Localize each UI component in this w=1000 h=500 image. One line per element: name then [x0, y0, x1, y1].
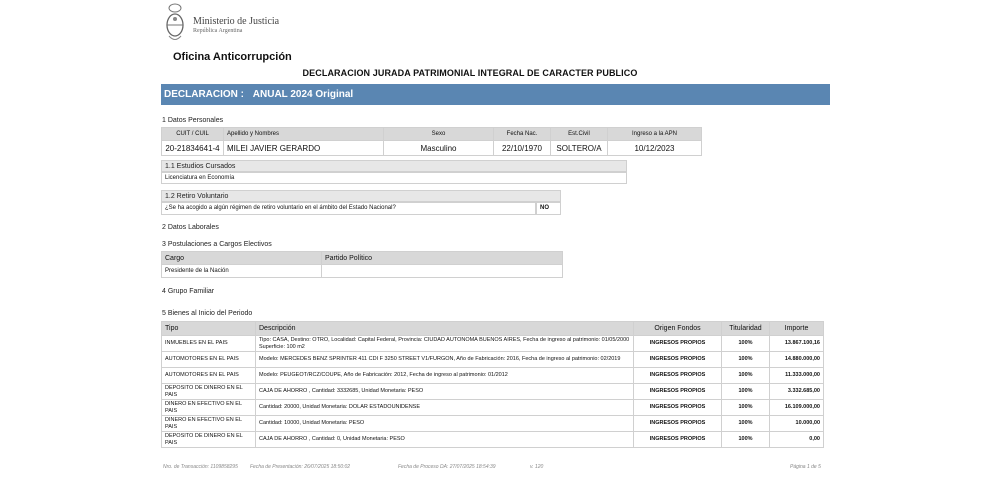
- asset-description-cell: Cantidad: 20000, Unidad Monetaria: DOLAR ESTADOUNIDENSE: [256, 400, 634, 416]
- table-row: [162, 368, 824, 384]
- asset-type-cell: INMUEBLES EN EL PAIS: [162, 336, 256, 352]
- column-header: Descripción: [256, 322, 634, 336]
- table-header-row: [162, 322, 824, 336]
- asset-type-cell: DEPOSITO DE DINERO EN EL PAIS: [162, 384, 256, 400]
- personal-data-table: [161, 127, 702, 156]
- sex-cell: Masculino: [384, 141, 494, 156]
- asset-origin-cell: INGRESOS PROPIOS: [634, 432, 722, 448]
- column-header: Ingreso a la APN: [608, 128, 702, 141]
- section-family-title: 4 Grupo Familiar: [162, 288, 215, 295]
- party-cell: [322, 265, 563, 278]
- version-label: v. 120: [530, 464, 544, 470]
- declaration-label: DECLARACION :: [164, 89, 244, 100]
- asset-type-cell: DINERO EN EFECTIVO EN EL PAIS: [162, 400, 256, 416]
- civil-status-cell: SOLTERO/A: [551, 141, 608, 156]
- table-header-row: [162, 252, 563, 265]
- asset-origin-cell: INGRESOS PROPIOS: [634, 416, 722, 432]
- asset-origin-cell: INGRESOS PROPIOS: [634, 400, 722, 416]
- asset-amount-cell: 16.109.000,00: [770, 400, 824, 416]
- asset-ownership-cell: 100%: [722, 416, 770, 432]
- column-header: CUIT / CUIL: [162, 128, 224, 141]
- asset-description-cell: CAJA DE AHORRO , Cantidad: 0, Unidad Monetaria: PESO: [256, 432, 634, 448]
- column-header: Cargo: [162, 252, 322, 265]
- asset-type-cell: AUTOMOTORES EN EL PAIS: [162, 352, 256, 368]
- asset-ownership-cell: 100%: [722, 368, 770, 384]
- asset-origin-cell: INGRESOS PROPIOS: [634, 336, 722, 352]
- asset-ownership-cell: 100%: [722, 336, 770, 352]
- table-row: [162, 384, 824, 400]
- table-row: [162, 352, 824, 368]
- assets-table: [161, 321, 824, 448]
- apn-entry-cell: 10/12/2023: [608, 141, 702, 156]
- section-studies-title: 1.1 Estudios Cursados: [161, 160, 627, 172]
- asset-amount-cell: 3.332.685,00: [770, 384, 824, 400]
- table-row: [162, 141, 702, 156]
- asset-amount-cell: 14.880.000,00: [770, 352, 824, 368]
- ministry-name: Ministerio de Justicia: [193, 16, 280, 27]
- asset-description-cell: Modelo: PEUGEOT/RCZ/COUPE, Año de Fabricación: 2012, Fecha de ingreso al patrimonio: 01/2012: [256, 368, 634, 384]
- column-header: Apellido y Nombres: [224, 128, 384, 141]
- column-header: Partido Político: [322, 252, 563, 265]
- presentation-date: Fecha de Presentación: 26/07/2025 18:50:02: [250, 464, 351, 470]
- column-header: Importe: [770, 322, 824, 336]
- asset-ownership-cell: 100%: [722, 432, 770, 448]
- office-name: Oficina Anticorrupción: [173, 51, 292, 63]
- elective-table: [161, 251, 563, 278]
- table-row: [162, 265, 563, 278]
- table-row: [162, 432, 824, 448]
- table-row: [162, 400, 824, 416]
- retirement-answer: NO: [536, 202, 561, 215]
- asset-type-cell: AUTOMOTORES EN EL PAIS: [162, 368, 256, 384]
- process-date: Fecha de Proceso DA: 27/07/2025 18:54:39: [398, 464, 496, 470]
- name-cell: MILEI JAVIER GERARDO: [224, 141, 384, 156]
- section-elective-title: 3 Postulaciones a Cargos Electivos: [162, 241, 272, 248]
- asset-origin-cell: INGRESOS PROPIOS: [634, 384, 722, 400]
- asset-description-cell: CAJA DE AHORRO , Cantidad: 3332685, Unidad Monetaria: PESO: [256, 384, 634, 400]
- column-header: Titularidad: [722, 322, 770, 336]
- retirement-question: ¿Se ha acogido a algún régimen de retiro voluntario en el ámbito del Estado Nacional?: [161, 202, 536, 215]
- page-number: Página 1 de 5: [790, 464, 821, 470]
- column-header: Est.Civil: [551, 128, 608, 141]
- declaration-bar: [161, 84, 830, 105]
- section-retirement-title: 1.2 Retiro Voluntario: [161, 190, 561, 202]
- asset-ownership-cell: 100%: [722, 352, 770, 368]
- cuit-cell: 20-21834641-4: [162, 141, 224, 156]
- table-row: [162, 416, 824, 432]
- studies-value: Licenciatura en Economía: [161, 172, 627, 184]
- asset-ownership-cell: 100%: [722, 400, 770, 416]
- column-header: Fecha Nac.: [494, 128, 551, 141]
- asset-amount-cell: 10.000,00: [770, 416, 824, 432]
- asset-type-cell: DEPOSITO DE DINERO EN EL PAIS: [162, 432, 256, 448]
- asset-description-cell: Tipo: CASA, Destino: OTRO, Localidad: Capital Federal, Provincia: CIUDAD AUTONOMA BUENOS AIRES, Fecha de ingreso al patrimonio: 01/05/2000 Superficie: 100 m2: [256, 336, 634, 352]
- column-header: Origen Fondos: [634, 322, 722, 336]
- transaction-number: Nro. de Transacción: 1109858295: [163, 464, 238, 470]
- section-personal-title: 1 Datos Personales: [162, 117, 224, 124]
- section-assets-title: 5 Bienes al Inicio del Periodo: [162, 310, 253, 317]
- asset-description-cell: Cantidad: 10000, Unidad Monetaria: PESO: [256, 416, 634, 432]
- birth-date-cell: 22/10/1970: [494, 141, 551, 156]
- document-title: DECLARACION JURADA PATRIMONIAL INTEGRAL DE CARACTER PUBLICO: [302, 68, 638, 78]
- column-header: Sexo: [384, 128, 494, 141]
- asset-amount-cell: 11.333.000,00: [770, 368, 824, 384]
- asset-origin-cell: INGRESOS PROPIOS: [634, 352, 722, 368]
- asset-type-cell: DINERO EN EFECTIVO EN EL PAIS: [162, 416, 256, 432]
- position-cell: Presidente de la Nación: [162, 265, 322, 278]
- asset-amount-cell: 13.867.100,16: [770, 336, 824, 352]
- asset-amount-cell: 0,00: [770, 432, 824, 448]
- declaration-value: ANUAL 2024 Original: [252, 89, 354, 100]
- asset-origin-cell: INGRESOS PROPIOS: [634, 368, 722, 384]
- section-labor-title: 2 Datos Laborales: [162, 224, 219, 231]
- asset-ownership-cell: 100%: [722, 384, 770, 400]
- republic-name: República Argentina: [193, 28, 243, 34]
- column-header: Tipo: [162, 322, 256, 336]
- table-row: [162, 336, 824, 352]
- table-header-row: [162, 128, 702, 141]
- asset-description-cell: Modelo: MERCEDES BENZ SPRINTER 411 CDI F 3250 STREET V1/FURGON, Año de Fabricación: 2016, Fecha de ingreso al patrimonio: 02/2019: [256, 352, 634, 368]
- coat-of-arms-icon: [163, 3, 187, 45]
